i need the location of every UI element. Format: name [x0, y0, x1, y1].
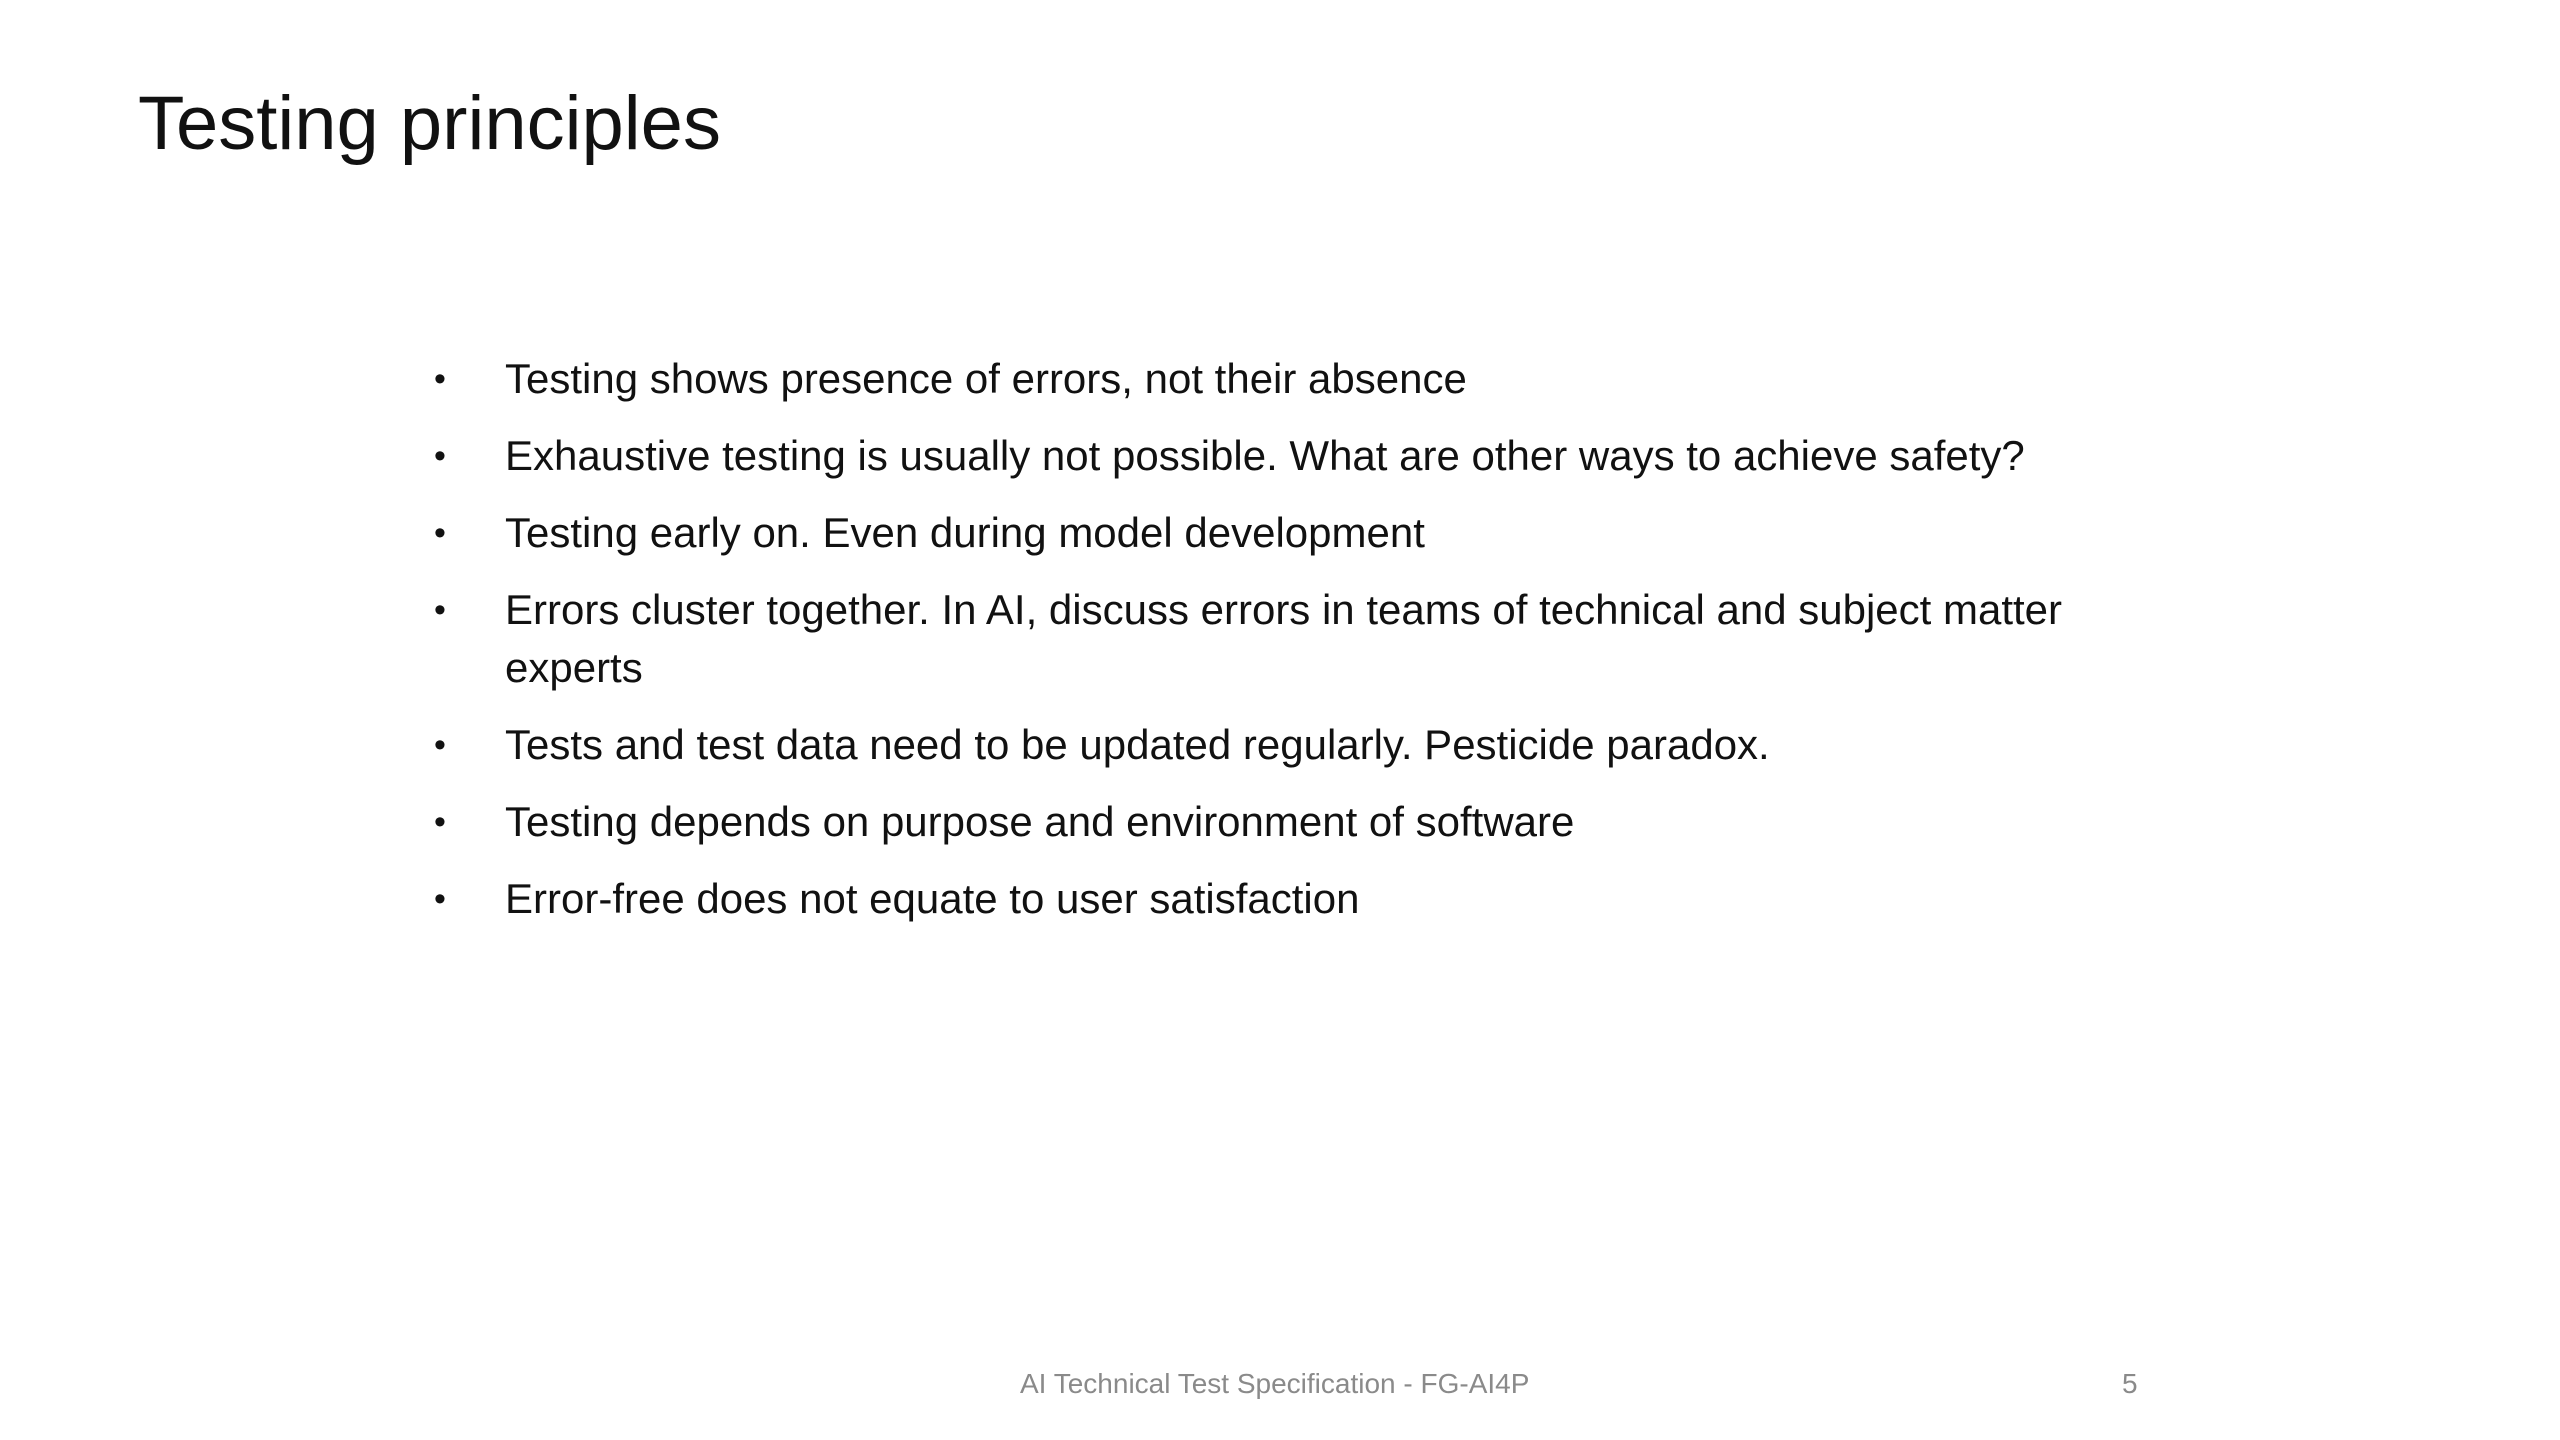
slide-title: Testing principles — [138, 81, 721, 166]
page-number: 5 — [2122, 1368, 2138, 1399]
bullet-text: Testing early on. Even during model development — [505, 509, 1425, 556]
bullet-text: Testing depends on purpose and environment of software — [505, 798, 1575, 845]
bullet-item — [430, 716, 2150, 774]
bullet-text: Testing shows presence of errors, not their absence — [505, 355, 1467, 402]
bullet-list — [430, 350, 2150, 947]
bullet-point-icon: • — [434, 726, 446, 764]
bullet-point-icon: • — [434, 591, 446, 629]
bullet-point-icon: • — [434, 880, 446, 918]
slide-footer: AI Technical Test Specification - FG-AI4P — [1020, 1368, 1530, 1399]
bullet-text: Error-free does not equate to user satisfaction — [505, 875, 1360, 922]
bullet-item — [430, 504, 2150, 562]
bullet-text: Errors cluster together. In AI, discuss errors in teams of technical and subject matter experts — [505, 586, 2063, 691]
bullet-item — [430, 793, 2150, 851]
bullet-item — [430, 581, 2150, 697]
bullet-text: Tests and test data need to be updated regularly. Pesticide paradox. — [505, 721, 1770, 768]
bullet-point-icon: • — [434, 803, 446, 841]
bullet-point-icon: • — [434, 437, 446, 475]
bullet-item — [430, 350, 2150, 408]
bullet-point-icon: • — [434, 514, 446, 552]
bullet-point-icon: • — [434, 360, 446, 398]
bullet-item — [430, 870, 2150, 928]
bullet-text: Exhaustive testing is usually not possible. What are other ways to achieve safety? — [505, 432, 2025, 479]
bullet-item — [430, 427, 2150, 485]
